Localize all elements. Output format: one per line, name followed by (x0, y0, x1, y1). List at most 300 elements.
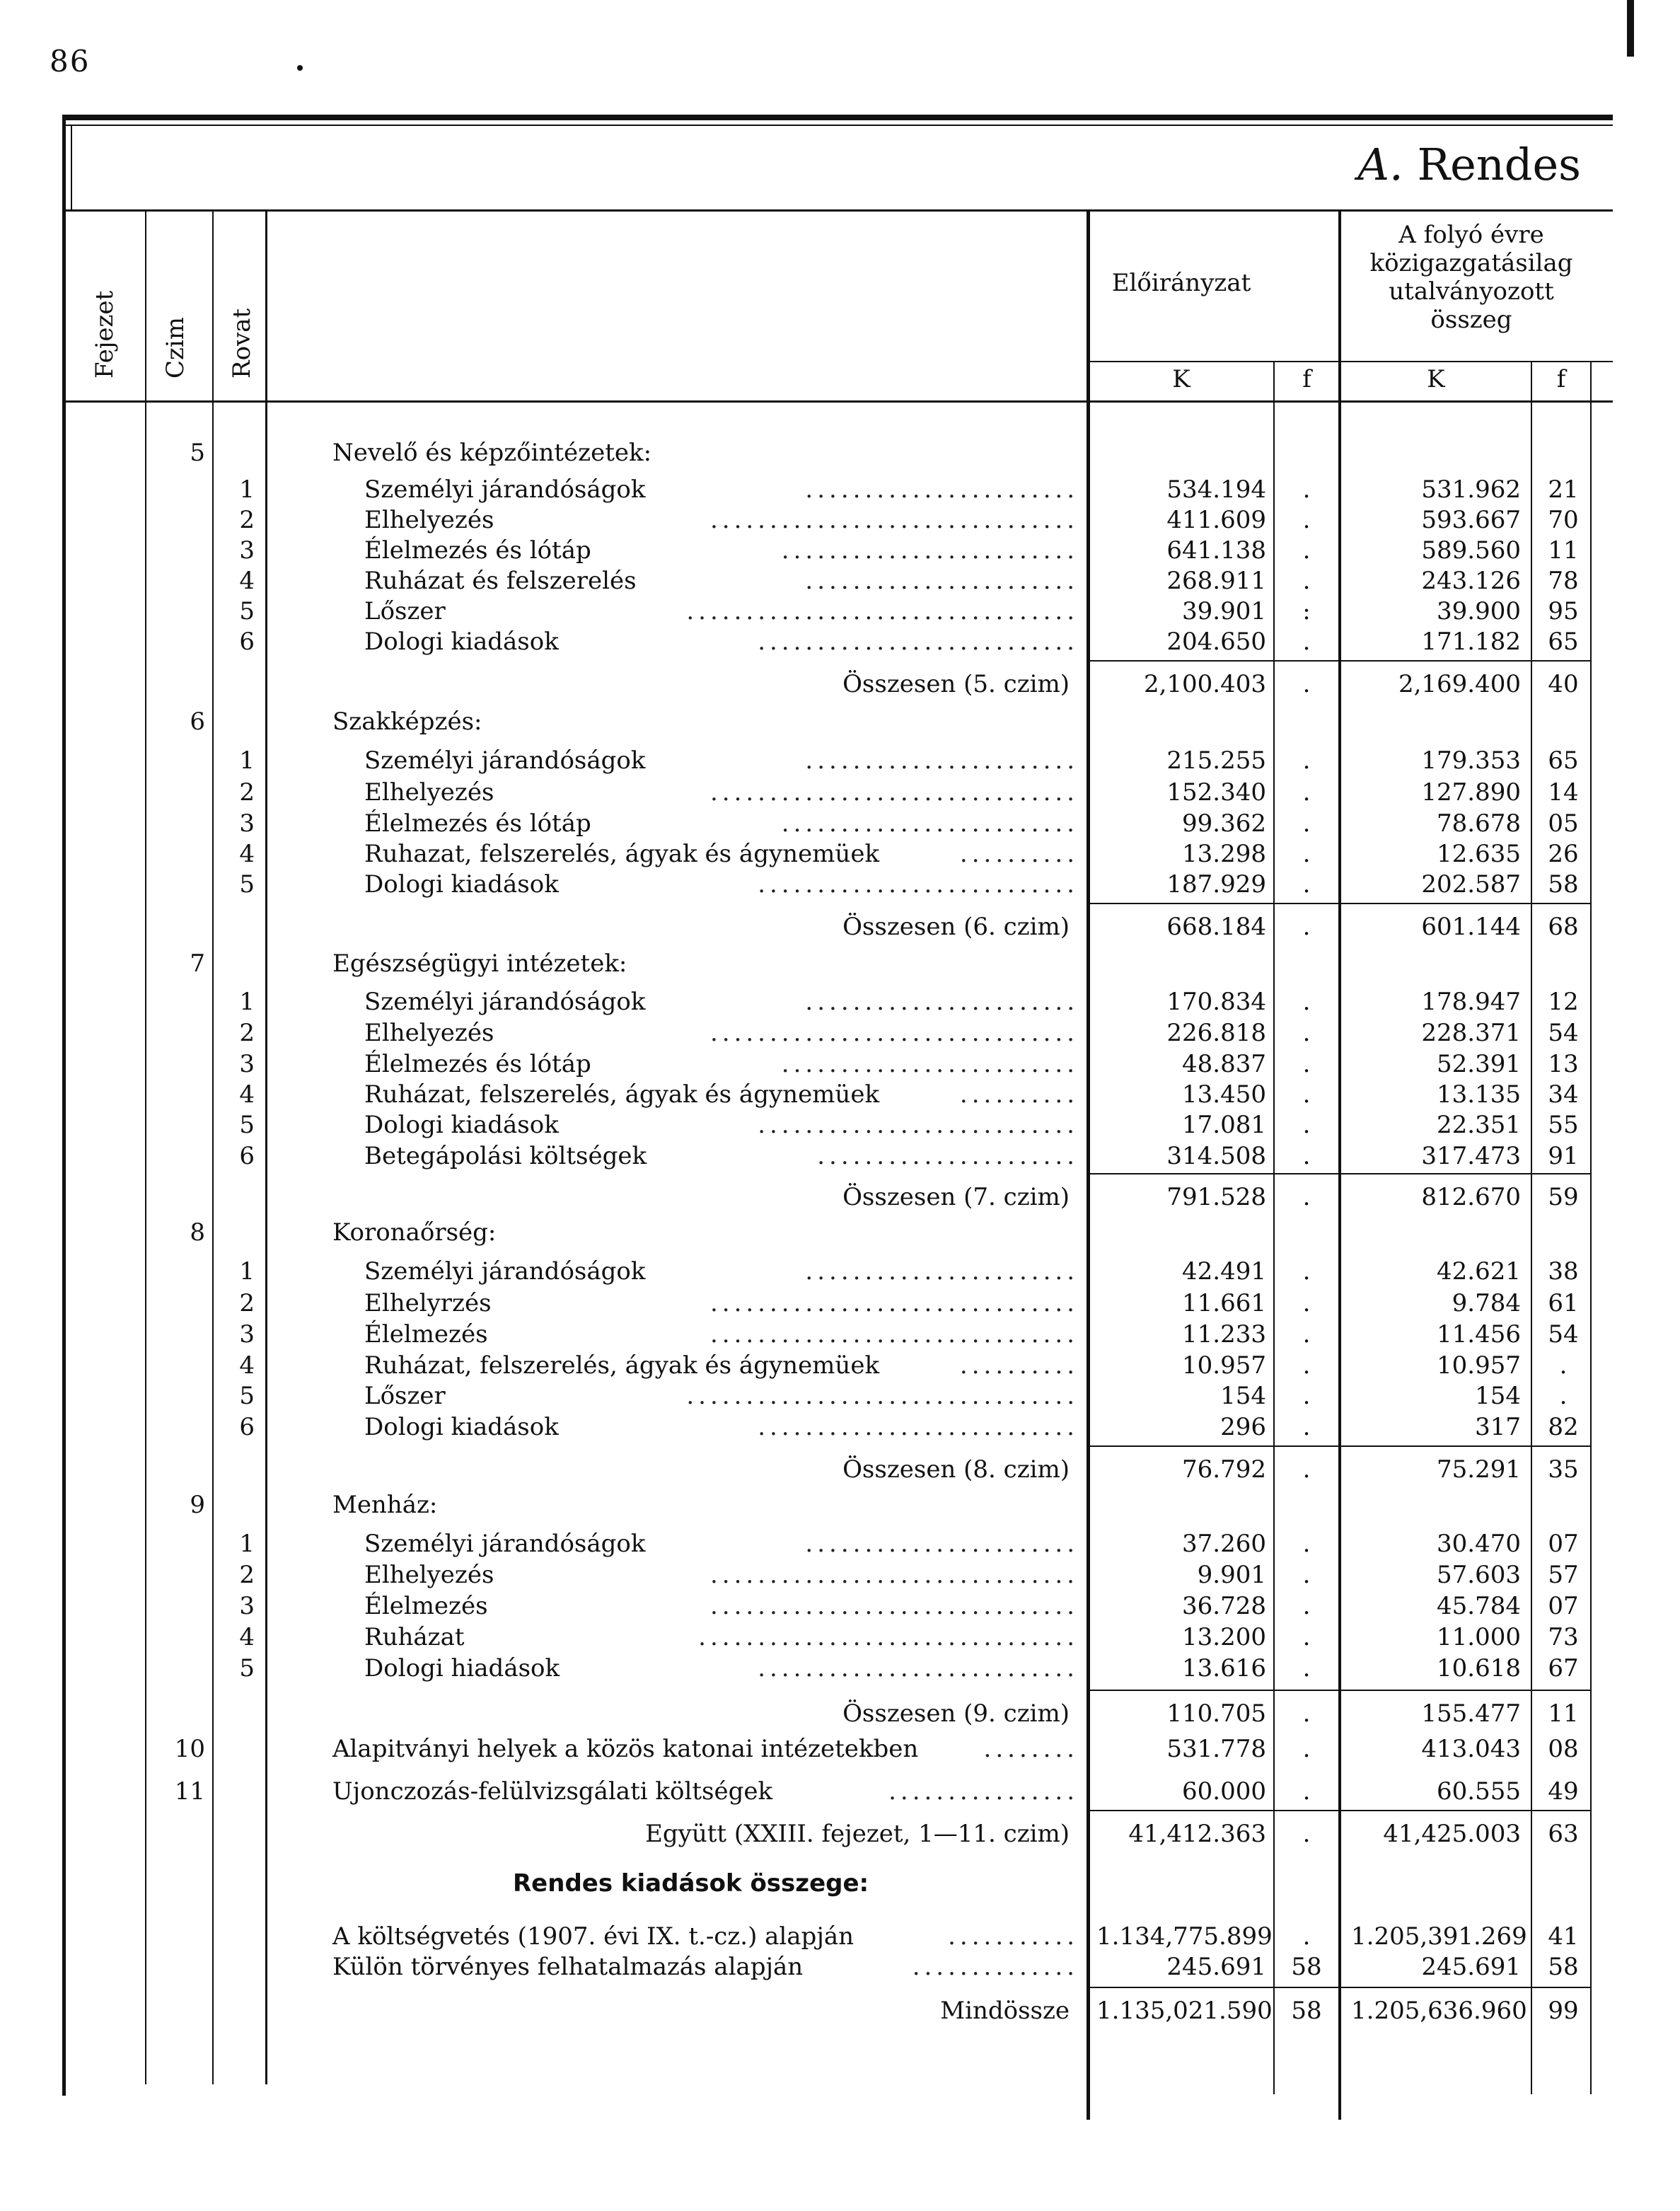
eloiranyzat-k: 215.255 (1166, 746, 1266, 775)
utalvanyozott-f: 55 (1548, 1111, 1579, 1139)
utalvanyozott-f: 54 (1548, 1019, 1579, 1047)
group-row (0, 706, 1680, 737)
rovat-number: 1 (239, 1530, 255, 1558)
utalvanyozott-k: 10.618 (1437, 1654, 1521, 1682)
eloiranyzat-k: 534.194 (1166, 475, 1266, 504)
eloiranyzat-f: . (1302, 1320, 1311, 1349)
utalvanyozott-f: 73 (1548, 1623, 1579, 1651)
rovat-number: 2 (239, 506, 255, 534)
eloiranyzat-f: . (1302, 475, 1311, 504)
row-label: Elhelyezés (364, 1019, 494, 1047)
group-label: Koronaőrség: (332, 1218, 497, 1247)
rovat-number: 1 (239, 746, 255, 775)
col-head-e-f: f (1302, 365, 1311, 393)
utalvanyozott-f: 65 (1548, 628, 1579, 656)
utalvanyozott-k: 178.947 (1421, 988, 1521, 1016)
col-head-u-f: f (1556, 365, 1566, 393)
leader-dots: ......................... (781, 809, 1079, 838)
eloiranyzat-f: . (1302, 1257, 1311, 1286)
row-label: Dologi kiadások (364, 870, 559, 899)
eloiranyzat-f: . (1302, 628, 1311, 656)
utalvanyozott-k: 45.784 (1437, 1592, 1521, 1620)
czim-number: 6 (190, 708, 205, 736)
table-row (0, 596, 1680, 627)
rovat-number: 2 (239, 1289, 255, 1317)
table-row (0, 1017, 1680, 1049)
czim-number: 11 (174, 1777, 205, 1806)
rovat-number: 4 (239, 1351, 255, 1380)
leader-dots: ...................... (817, 1142, 1079, 1170)
utalvanyozott-f: 78 (1548, 567, 1579, 595)
leader-dots: ............................... (709, 506, 1079, 534)
leader-dots: ............................... (709, 1592, 1079, 1620)
leader-dots: ........................... (758, 628, 1079, 656)
utalvanyozott-k: 601.144 (1421, 913, 1521, 941)
eloiranyzat-k: 11.661 (1182, 1289, 1266, 1317)
leader-dots: ........... (948, 1922, 1079, 1951)
eloiranyzat-f: . (1302, 536, 1311, 565)
group-row (0, 1489, 1680, 1520)
utalvanyozott-f: 14 (1548, 778, 1579, 807)
sum-rule (1087, 1810, 1590, 1811)
table-row (0, 1591, 1680, 1622)
utalvanyozott-k: 812.670 (1421, 1183, 1521, 1211)
table-row (0, 1653, 1680, 1684)
utalvanyozott-k: 413.043 (1421, 1735, 1521, 1763)
row-label: Külön törvényes felhatalmazás alapján (332, 1953, 804, 1981)
table-row (0, 1109, 1680, 1141)
table-row (0, 1288, 1680, 1319)
row-label: Élelmezés és lótáp (364, 536, 591, 565)
eloiranyzat-k: 296 (1220, 1413, 1266, 1441)
utalvanyozott-f: 95 (1548, 597, 1579, 625)
utalvanyozott-k: 171.182 (1421, 628, 1521, 656)
table-row (0, 777, 1680, 808)
leader-dots: ............................... (709, 1289, 1079, 1317)
eloiranyzat-k: 170.834 (1166, 988, 1266, 1016)
utalvanyozott-f: 41 (1548, 1922, 1579, 1951)
utalvanyozott-f: 08 (1548, 1735, 1579, 1763)
rovat-number: 3 (239, 1320, 255, 1349)
utalvanyozott-f: 12 (1548, 988, 1579, 1016)
stray-dot (297, 65, 303, 71)
row-label: Alapitványi helyek a közös katonai intézetekben (332, 1735, 919, 1763)
eloiranyzat-k: 10.957 (1182, 1351, 1266, 1380)
rovat-number: 4 (239, 1080, 255, 1109)
rovat-number: 4 (239, 1623, 255, 1651)
leader-dots: ....................... (805, 567, 1079, 595)
utalvanyozott-k: 243.126 (1421, 567, 1521, 595)
eloiranyzat-f: : (1302, 597, 1311, 625)
leader-dots: ................................ (698, 1623, 1079, 1651)
eloiranyzat-k: 36.728 (1182, 1592, 1266, 1620)
leader-dots: ........ (983, 1735, 1079, 1763)
utalvanyozott-f: 35 (1548, 1455, 1579, 1484)
sum-rule (1087, 903, 1590, 904)
rovat-number: 5 (239, 1111, 255, 1139)
eloiranyzat-k: 76.792 (1182, 1455, 1266, 1484)
rovat-number: 5 (239, 1382, 255, 1410)
eloiranyzat-k: 204.650 (1166, 628, 1266, 656)
eloiranyzat-k: 154 (1220, 1382, 1266, 1410)
row-label: Ruházat, felszerelés, ágyak és ágynemüek (364, 1080, 880, 1109)
utalvanyozott-k: 30.470 (1437, 1530, 1521, 1558)
row-label: Ruhazat, felszerelés, ágyak és ágynemüek (364, 840, 880, 868)
eloiranyzat-f: . (1302, 1351, 1311, 1380)
table-row (0, 1776, 1680, 1807)
table-row (0, 1380, 1680, 1412)
leader-dots: ....................... (805, 988, 1079, 1016)
utalvanyozott-k: 127.890 (1421, 778, 1521, 807)
eloiranyzat-k: 668.184 (1166, 913, 1266, 941)
table-row (0, 1079, 1680, 1110)
utalvanyozott-f: 40 (1548, 670, 1579, 698)
row-label: Ujonczozás-felülvizsgálati költségek (332, 1777, 773, 1806)
rovat-number: 2 (239, 1019, 255, 1047)
row-label: Személyi járandóságok (364, 1257, 646, 1286)
row-label: Dologi kiadások (364, 1111, 559, 1139)
rovat-number: 4 (239, 567, 255, 595)
eloiranyzat-k: 41,412.363 (1128, 1820, 1266, 1848)
row-label: Élelmezés (364, 1592, 488, 1620)
eloiranyzat-f: . (1302, 670, 1311, 698)
utalvanyozott-f: 38 (1548, 1257, 1579, 1286)
eloiranyzat-f: . (1302, 1111, 1311, 1139)
eloiranyzat-k: 268.911 (1166, 567, 1266, 595)
sum-rule (1087, 1173, 1590, 1174)
eloiranyzat-k: 13.616 (1182, 1654, 1266, 1682)
group-label: Egészségügyi intézetek: (332, 949, 627, 978)
row-label: Személyi járandóságok (364, 988, 646, 1016)
eloiranyzat-k: 13.200 (1182, 1623, 1266, 1651)
col-head-rovat: Rovat (228, 308, 256, 379)
utalvanyozott-f: . (1559, 1382, 1568, 1410)
utalvanyozott-f: 26 (1548, 840, 1579, 868)
leader-dots: ............................... (709, 1320, 1079, 1349)
rovat-number: 5 (239, 597, 255, 625)
utalvanyozott-f: 59 (1548, 1183, 1579, 1211)
eloiranyzat-f: 58 (1291, 1997, 1322, 2025)
group-row (0, 1217, 1680, 1248)
utalvanyozott-f: 54 (1548, 1320, 1579, 1349)
row-label: Ruházat, felszerelés, ágyak és ágynemüek (364, 1351, 880, 1380)
eloiranyzat-k: 17.081 (1182, 1111, 1266, 1139)
table-row (0, 1733, 1680, 1765)
leader-dots: .............. (912, 1953, 1079, 1981)
sum-rule (1087, 660, 1590, 662)
col-head-eloiranyzat: Előirányzat (1111, 269, 1251, 297)
eloiranyzat-f: . (1302, 840, 1311, 868)
table-row (0, 838, 1680, 870)
eloiranyzat-k: 1.134,775.899 (1096, 1922, 1273, 1951)
utalvanyozott-k: 11.456 (1437, 1320, 1521, 1349)
total-label: Mindössze (940, 1997, 1070, 2025)
row-label: Dologi kiadások (364, 628, 559, 656)
utalvanyozott-f: 13 (1548, 1050, 1579, 1078)
table-row (0, 626, 1680, 657)
eloiranyzat-k: 314.508 (1166, 1142, 1266, 1170)
col-head-e-k: K (1172, 365, 1191, 393)
eloiranyzat-k: 1.135,021.590 (1096, 1997, 1273, 2025)
rovat-number: 6 (239, 1413, 255, 1441)
left-border-inner (71, 125, 72, 209)
utalvanyozott-k: 154 (1475, 1382, 1521, 1410)
utalvanyozott-k: 22.351 (1437, 1111, 1521, 1139)
page-number: 86 (50, 44, 91, 79)
utalvanyozott-f: 05 (1548, 809, 1579, 838)
utalvanyozott-k: 10.957 (1437, 1351, 1521, 1380)
table-row (0, 986, 1680, 1017)
eloiranyzat-k: 48.837 (1182, 1050, 1266, 1078)
leader-dots: ....................... (805, 1530, 1079, 1558)
utalvanyozott-k: 41,425.003 (1383, 1820, 1521, 1848)
utalvanyozott-f: 68 (1548, 913, 1579, 941)
utalvanyozott-k: 42.621 (1437, 1257, 1521, 1286)
group-label: Menház: (332, 1491, 438, 1519)
utalvanyozott-k: 589.560 (1421, 536, 1521, 565)
leader-dots: ............................... (709, 1561, 1079, 1589)
eloiranyzat-k: 187.929 (1166, 870, 1266, 899)
row-label: Személyi járandóságok (364, 746, 646, 775)
row-label: Élelmezés és lótáp (364, 1050, 591, 1078)
eloiranyzat-k: 411.609 (1166, 506, 1266, 534)
eloiranyzat-f: . (1302, 1289, 1311, 1317)
total-row (0, 1454, 1680, 1485)
eloiranyzat-k: 641.138 (1166, 536, 1266, 565)
eloiranyzat-f: . (1302, 1455, 1311, 1484)
utalvanyozott-f: 99 (1548, 1997, 1579, 2025)
row-label: Ruházat és felszerelés (364, 567, 637, 595)
col-head-utalvanyozott: A folyó évre közigazgatásilag utalványozott összeg (1369, 221, 1573, 334)
leader-dots: ....................... (805, 1257, 1079, 1286)
rovat-number: 5 (239, 870, 255, 899)
czim-number: 5 (190, 439, 205, 467)
leader-dots: ....................... (805, 746, 1079, 775)
rovat-number: 2 (239, 1561, 255, 1589)
eloiranyzat-f: . (1302, 988, 1311, 1016)
utalvanyozott-f: 11 (1548, 1699, 1579, 1728)
utalvanyozott-k: 202.587 (1421, 870, 1521, 899)
leader-dots: .......... (959, 1080, 1079, 1109)
utalvanyozott-k: 75.291 (1437, 1455, 1521, 1484)
total-row (0, 669, 1680, 700)
leader-dots: ........................... (758, 1111, 1079, 1139)
row-label: Személyi járandóságok (364, 1530, 646, 1558)
eloiranyzat-k: 791.528 (1166, 1183, 1266, 1211)
group-label: Nevelő és képzőintézetek: (332, 439, 652, 467)
utalvanyozott-k: 179.353 (1421, 746, 1521, 775)
utalvanyozott-f: . (1559, 1351, 1568, 1380)
row-label: Ruházat (364, 1623, 465, 1651)
kf-rule (1087, 361, 1613, 362)
header-title: A. Rendes (1357, 139, 1581, 190)
utalvanyozott-f: 58 (1548, 1953, 1579, 1981)
group-label: Szakképzés: (332, 708, 482, 736)
col-head-czim: Czim (161, 316, 190, 379)
leader-dots: ................................. (686, 597, 1079, 625)
utalvanyozott-k: 531.962 (1421, 475, 1521, 504)
rovat-number: 3 (239, 1592, 255, 1620)
row-label: Lőszer (364, 597, 446, 625)
utalvanyozott-f: 07 (1548, 1592, 1579, 1620)
table-row (0, 1868, 1680, 1899)
eloiranyzat-k: 226.818 (1166, 1019, 1266, 1047)
utalvanyozott-k: 2,169.400 (1398, 670, 1521, 698)
rovat-number: 1 (239, 475, 255, 504)
table-row (0, 808, 1680, 839)
eloiranyzat-f: . (1302, 1530, 1311, 1558)
eloiranyzat-f: . (1302, 1735, 1311, 1763)
eloiranyzat-f: . (1302, 1623, 1311, 1651)
utalvanyozott-k: 1.205,391.269 (1351, 1922, 1527, 1951)
utalvanyozott-k: 317 (1475, 1413, 1521, 1441)
eloiranyzat-k: 110.705 (1166, 1699, 1266, 1728)
utalvanyozott-f: 49 (1548, 1777, 1579, 1806)
row-label: Dologi kiadások (364, 1413, 559, 1441)
total-label: Összesen (5. czim) (842, 670, 1070, 698)
row-label: Betegápolási költségek (364, 1142, 647, 1170)
eloiranyzat-f: . (1302, 1820, 1311, 1848)
row-label: A költségvetés (1907. évi IX. t.-cz.) alapján (332, 1922, 855, 1951)
table-row (0, 474, 1680, 505)
row-label: Elhelyezés (364, 778, 494, 807)
czim-number: 9 (190, 1491, 205, 1519)
col-head-u-k: K (1427, 365, 1445, 393)
sum-rule (1087, 1987, 1590, 1988)
utalvanyozott-f: 21 (1548, 475, 1579, 504)
utalvanyozott-k: 60.555 (1437, 1777, 1521, 1806)
row-label: Elhelyezés (364, 506, 494, 534)
utalvanyozott-k: 39.900 (1437, 597, 1521, 625)
utalvanyozott-k: 9.784 (1452, 1289, 1521, 1317)
utalvanyozott-k: 1.205,636.960 (1351, 1997, 1527, 2025)
czim-number: 7 (190, 949, 205, 978)
total-row (0, 1698, 1680, 1729)
eloiranyzat-f: . (1302, 1654, 1311, 1682)
eloiranyzat-f: . (1302, 746, 1311, 775)
header-top-rule (62, 209, 1613, 212)
row-label: Személyi járandóságok (364, 475, 646, 504)
eloiranyzat-f: . (1302, 1561, 1311, 1589)
leader-dots: ......................... (781, 536, 1079, 565)
utalvanyozott-k: 11.000 (1437, 1623, 1521, 1651)
eloiranyzat-f: . (1302, 1777, 1311, 1806)
utalvanyozott-f: 65 (1548, 746, 1579, 775)
eloiranyzat-k: 37.260 (1182, 1530, 1266, 1558)
eloiranyzat-f: . (1302, 1699, 1311, 1728)
leader-dots: .......... (959, 1351, 1079, 1380)
eloiranyzat-f: . (1302, 913, 1311, 941)
utalvanyozott-k: 245.691 (1421, 1953, 1521, 1981)
sum-rule (1087, 1445, 1590, 1447)
utalvanyozott-k: 52.391 (1437, 1050, 1521, 1078)
rovat-number: 3 (239, 809, 255, 838)
utalvanyozott-f: 58 (1548, 870, 1579, 899)
total-label: Együtt (XXIII. fejezet, 1—11. czim) (645, 1820, 1070, 1848)
rovat-number: 4 (239, 840, 255, 868)
table-row (0, 1049, 1680, 1080)
eloiranyzat-f: . (1302, 1413, 1311, 1441)
eloiranyzat-f: . (1302, 1382, 1311, 1410)
row-label: Lőszer (364, 1382, 446, 1410)
table-row (0, 1319, 1680, 1350)
utalvanyozott-k: 593.667 (1421, 506, 1521, 534)
table-row (0, 1622, 1680, 1653)
header-bottom-rule (62, 400, 1613, 403)
col-head-fejezet: Fejezet (91, 290, 119, 379)
utalvanyozott-f: 57 (1548, 1561, 1579, 1589)
table-row (0, 1559, 1680, 1591)
table-row (0, 1256, 1680, 1287)
utalvanyozott-f: 07 (1548, 1530, 1579, 1558)
eloiranyzat-f: . (1302, 1592, 1311, 1620)
table-row (0, 1951, 1680, 1982)
eloiranyzat-f: . (1302, 1142, 1311, 1170)
utalvanyozott-f: 61 (1548, 1289, 1579, 1317)
eloiranyzat-k: 2,100.403 (1143, 670, 1266, 698)
rovat-number: 6 (239, 1142, 255, 1170)
leader-dots: ................................. (686, 1382, 1079, 1410)
leader-dots: ......................... (781, 1050, 1079, 1078)
row-label: Elhelyrzés (364, 1289, 492, 1317)
table-row (0, 535, 1680, 566)
row-label: Élelmezés (364, 1320, 488, 1349)
table-row (0, 1528, 1680, 1559)
eloiranyzat-k: 13.298 (1182, 840, 1266, 868)
utalvanyozott-k: 12.635 (1437, 840, 1521, 868)
leader-dots: ........................... (758, 870, 1079, 899)
eloiranyzat-k: 99.362 (1182, 809, 1266, 838)
leader-dots: ............................... (709, 1019, 1079, 1047)
utalvanyozott-k: 228.371 (1421, 1019, 1521, 1047)
total-row (0, 1818, 1680, 1849)
eloiranyzat-f: . (1302, 1080, 1311, 1109)
eloiranyzat-f: . (1302, 567, 1311, 595)
leader-dots: ........................... (758, 1413, 1079, 1441)
total-label: Összesen (8. czim) (842, 1455, 1070, 1484)
rovat-number: 1 (239, 988, 255, 1016)
leader-dots: .......... (959, 840, 1079, 868)
eloiranyzat-k: 13.450 (1182, 1080, 1266, 1109)
table-row (0, 565, 1680, 596)
eloiranyzat-k: 39.901 (1182, 597, 1266, 625)
eloiranyzat-f: 58 (1291, 1953, 1322, 1981)
rovat-number: 2 (239, 778, 255, 807)
total-label: Összesen (9. czim) (842, 1699, 1070, 1728)
rovat-number: 5 (239, 1654, 255, 1682)
utalvanyozott-f: 11 (1548, 536, 1579, 565)
table-row (0, 1921, 1680, 1952)
eloiranyzat-k: 152.340 (1166, 778, 1266, 807)
utalvanyozott-k: 155.477 (1421, 1699, 1521, 1728)
group-row (0, 437, 1680, 468)
utalvanyozott-f: 91 (1548, 1142, 1579, 1170)
utalvanyozott-k: 78.678 (1437, 809, 1521, 838)
row-label: Elhelyezés (364, 1561, 494, 1589)
eloiranyzat-f: . (1302, 1922, 1311, 1951)
utalvanyozott-k: 13.135 (1437, 1080, 1521, 1109)
rovat-number: 3 (239, 1050, 255, 1078)
utalvanyozott-f: 63 (1548, 1820, 1579, 1848)
utalvanyozott-f: 70 (1548, 506, 1579, 534)
eloiranyzat-f: . (1302, 1183, 1311, 1211)
eloiranyzat-f: . (1302, 1050, 1311, 1078)
table-row (0, 504, 1680, 536)
leader-dots: ........................... (758, 1654, 1079, 1682)
rovat-number: 1 (239, 1257, 255, 1286)
utalvanyozott-f: 82 (1548, 1413, 1579, 1441)
czim-number: 8 (190, 1218, 205, 1247)
